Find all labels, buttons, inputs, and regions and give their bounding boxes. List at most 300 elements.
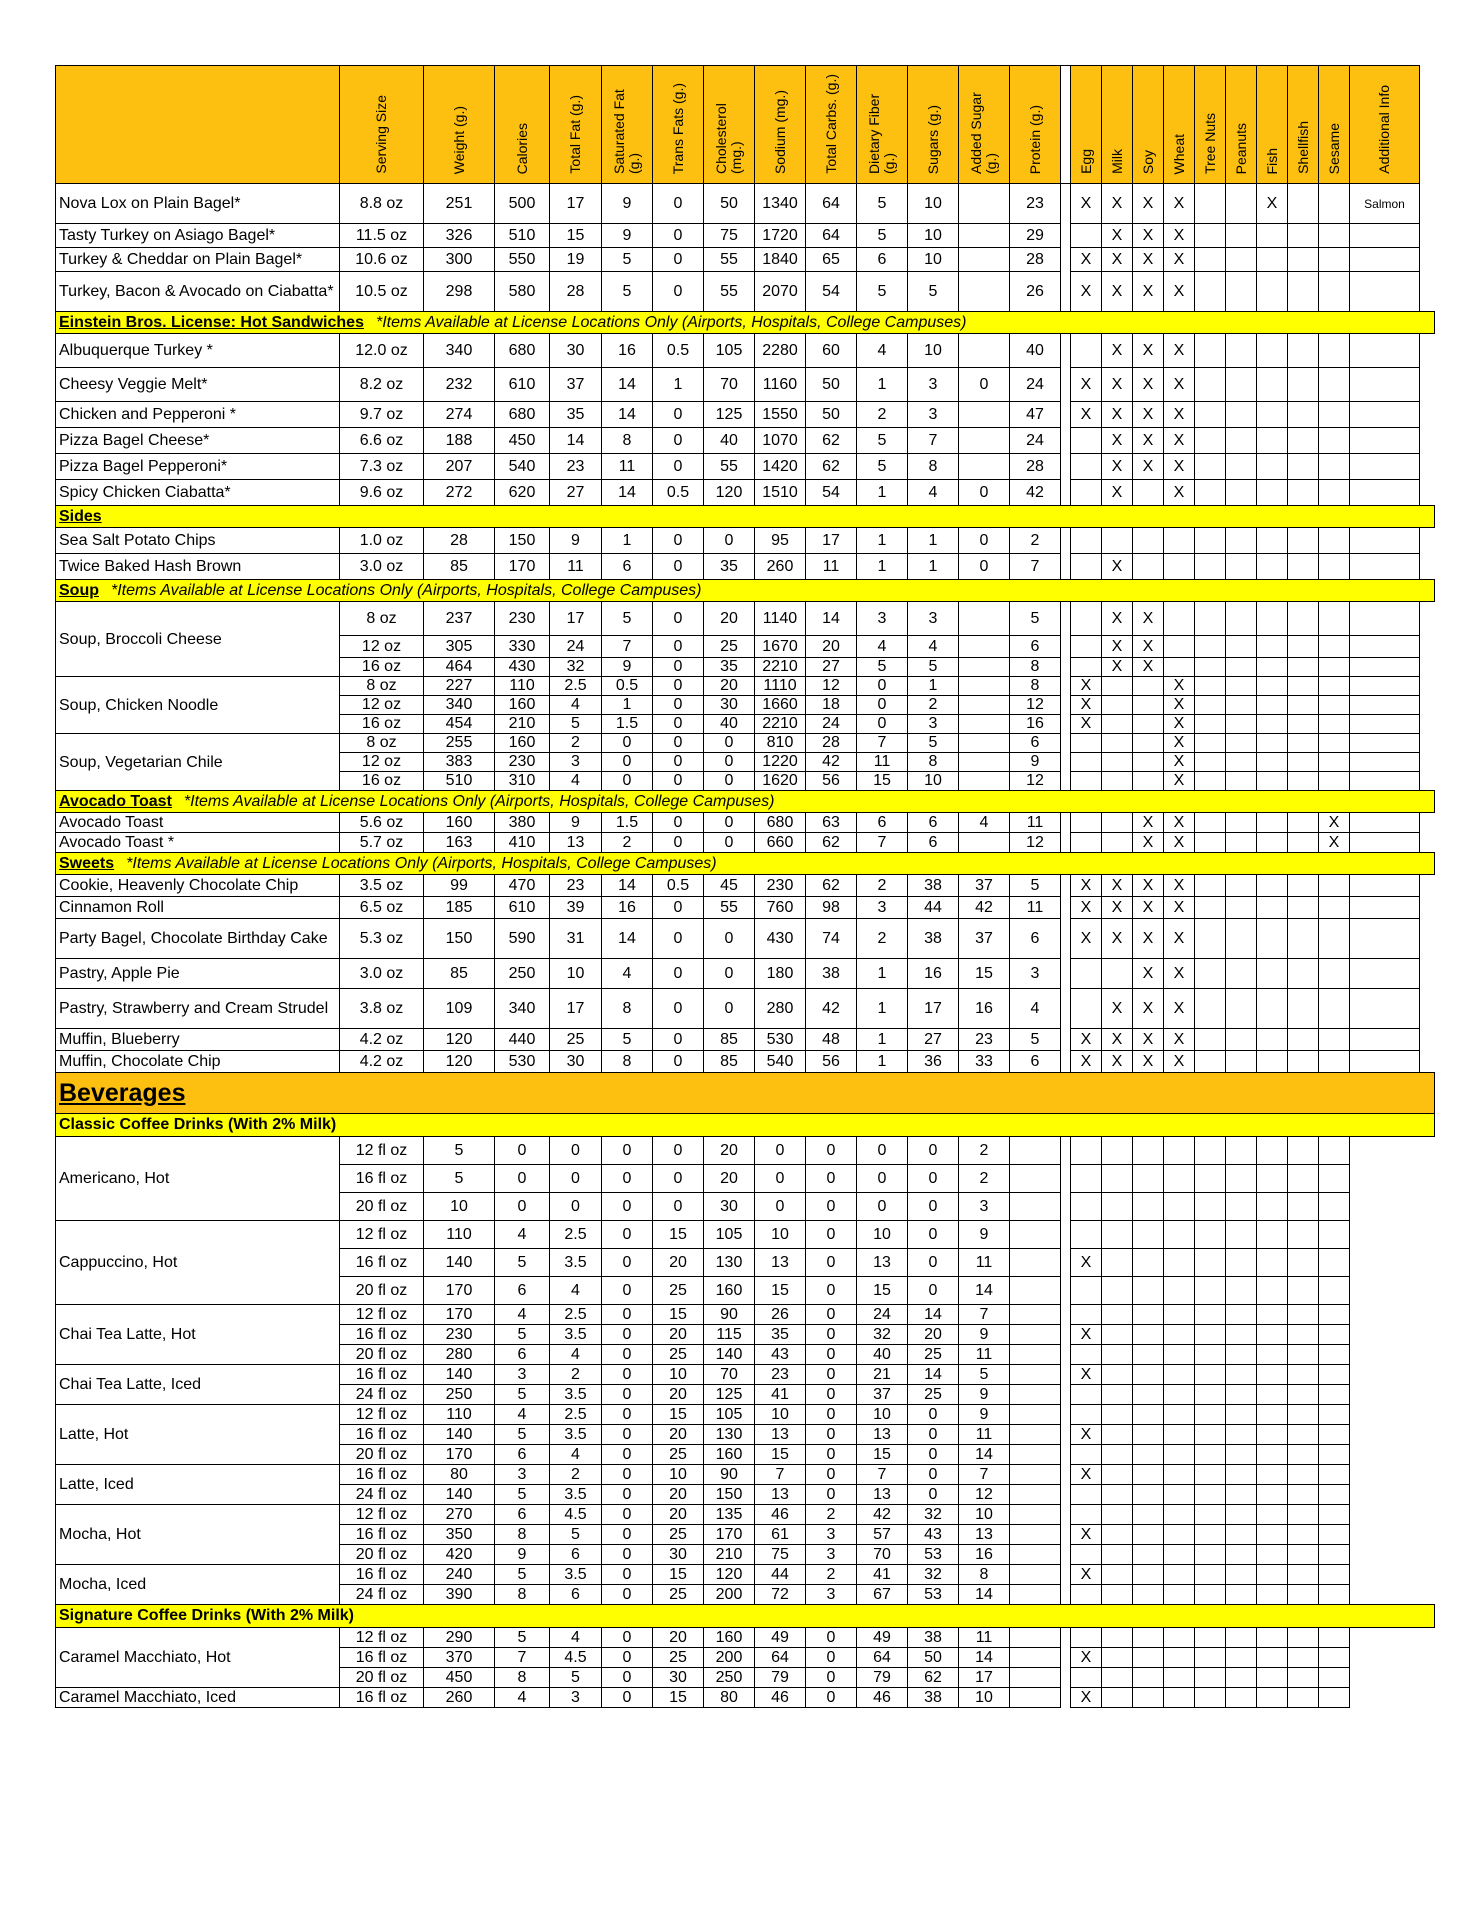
cell-peanuts: [1226, 658, 1257, 677]
cell-soy: [1133, 1485, 1164, 1505]
cell-added-sugar-g: 11: [959, 1628, 1010, 1648]
cell-serving-size: 12 oz: [340, 636, 424, 658]
cell-added-sugar-g: 14: [959, 1445, 1010, 1465]
table-row: [56, 1029, 1435, 1051]
cell-cholesterol-mg: 85: [704, 1029, 755, 1051]
section-title: Avocado Toast: [59, 793, 172, 810]
cell-tree-nuts: [1195, 833, 1226, 853]
cell-total-fat-g: 2.5: [550, 677, 602, 696]
section-header-row: [56, 506, 1435, 528]
cell-sesame: [1319, 1445, 1350, 1465]
column-header-trans-fats-g: [653, 66, 704, 184]
cell-total-carbs-g: 54: [806, 272, 857, 312]
cell-calories: 4: [495, 1405, 550, 1425]
separator-cell: [1061, 1628, 1071, 1648]
cell-saturated-fat-g: 0: [602, 1221, 653, 1249]
cell-egg: X: [1071, 1465, 1102, 1485]
cell-soy: [1133, 1465, 1164, 1485]
cell-soy: [1133, 715, 1164, 734]
cell-serving-size: 12 fl oz: [340, 1505, 424, 1525]
cell-sugars-g: 0: [908, 1137, 959, 1165]
cell-milk: X: [1102, 368, 1133, 402]
cell-cholesterol-mg: 0: [704, 753, 755, 772]
cell-soy: X: [1133, 1051, 1164, 1073]
cell-calories: 160: [495, 696, 550, 715]
cell-calories: 510: [495, 224, 550, 248]
cell-added-sugar-g: 14: [959, 1585, 1010, 1605]
cell-calories: 0: [495, 1165, 550, 1193]
cell-milk: [1102, 1193, 1133, 1221]
cell-sesame: [1319, 753, 1350, 772]
cell-sodium-mg: 1840: [755, 248, 806, 272]
table-row: [56, 833, 1435, 853]
section-note: *Items Available at License Locations Only (Airports, Hospitals, College Campuses): [111, 582, 702, 599]
cell-trans-fats-g: 1: [653, 368, 704, 402]
cell-tree-nuts: [1195, 1193, 1226, 1221]
cell-sugars-g: 62: [908, 1668, 959, 1688]
cell-tree-nuts: [1195, 919, 1226, 959]
cell-calories: 5: [495, 1628, 550, 1648]
cell-tree-nuts: [1195, 959, 1226, 989]
cell-protein-g: 24: [1010, 368, 1061, 402]
cell-total-fat-g: 25: [550, 1029, 602, 1051]
cell-sesame: [1319, 1051, 1350, 1073]
cell-additional-info: [1350, 528, 1420, 554]
cell-sodium-mg: 44: [755, 1565, 806, 1585]
cell-total-carbs-g: 17: [806, 528, 857, 554]
cell-sesame: [1319, 1585, 1350, 1605]
cell-milk: X: [1102, 272, 1133, 312]
separator-cell: [1061, 1325, 1071, 1345]
separator-cell: [1061, 272, 1071, 312]
cell-sesame: [1319, 1325, 1350, 1345]
cell-trans-fats-g: 0: [653, 919, 704, 959]
cell-calories: 550: [495, 248, 550, 272]
cell-protein-g: [1010, 1688, 1061, 1708]
cell-total-fat-g: 4: [550, 1345, 602, 1365]
cell-shellfish: [1288, 1365, 1319, 1385]
table-row: [56, 989, 1435, 1029]
cell-calories: 580: [495, 272, 550, 312]
cell-serving-size: 1.0 oz: [340, 528, 424, 554]
cell-total-carbs-g: 56: [806, 772, 857, 791]
cell-calories: 530: [495, 1051, 550, 1073]
cell-saturated-fat-g: 5: [602, 248, 653, 272]
cell-sesame: [1319, 248, 1350, 272]
cell-sugars-g: 32: [908, 1565, 959, 1585]
separator-cell: [1061, 224, 1071, 248]
cell-total-carbs-g: 65: [806, 248, 857, 272]
cell-trans-fats-g: 0: [653, 813, 704, 833]
cell-peanuts: [1226, 959, 1257, 989]
cell-calories: 540: [495, 454, 550, 480]
cell-fish: [1257, 1345, 1288, 1365]
cell-fish: [1257, 1405, 1288, 1425]
cell-sodium-mg: 10: [755, 1405, 806, 1425]
cell-sugars-g: 8: [908, 454, 959, 480]
cell-sugars-g: 6: [908, 813, 959, 833]
column-header-saturated-fat-g: [602, 66, 653, 184]
cell-serving-size: 10.6 oz: [340, 248, 424, 272]
cell-added-sugar-g: [959, 636, 1010, 658]
table-row: [56, 1137, 1435, 1165]
cell-saturated-fat-g: 0: [602, 1525, 653, 1545]
cell-soy: X: [1133, 989, 1164, 1029]
cell-dietary-fiber-g: 3: [857, 897, 908, 919]
cell-protein-g: 6: [1010, 919, 1061, 959]
cell-total-fat-g: 0: [550, 1165, 602, 1193]
cell-total-carbs-g: 0: [806, 1465, 857, 1485]
cell-total-carbs-g: 2: [806, 1505, 857, 1525]
cell-egg: X: [1071, 1051, 1102, 1073]
cell-trans-fats-g: 15: [653, 1305, 704, 1325]
cell-fish: [1257, 1585, 1288, 1605]
cell-dietary-fiber-g: 42: [857, 1505, 908, 1525]
cell-cholesterol-mg: 50: [704, 184, 755, 224]
cell-saturated-fat-g: 0: [602, 1305, 653, 1325]
cell-weight-g: 163: [424, 833, 495, 853]
cell-sesame: [1319, 1305, 1350, 1325]
cell-sodium-mg: 95: [755, 528, 806, 554]
cell-shellfish: [1288, 480, 1319, 506]
cell-wheat: [1164, 1305, 1195, 1325]
cell-soy: [1133, 1249, 1164, 1277]
cell-shellfish: [1288, 1165, 1319, 1193]
cell-serving-size: 16 oz: [340, 658, 424, 677]
cell-milk: X: [1102, 402, 1133, 428]
cell-sugars-g: 43: [908, 1525, 959, 1545]
cell-dietary-fiber-g: 13: [857, 1249, 908, 1277]
cell-trans-fats-g: 0: [653, 897, 704, 919]
cell-weight-g: 5: [424, 1165, 495, 1193]
cell-fish: [1257, 1249, 1288, 1277]
cell-added-sugar-g: 14: [959, 1648, 1010, 1668]
cell-cholesterol-mg: 35: [704, 554, 755, 580]
cell-dietary-fiber-g: 41: [857, 1565, 908, 1585]
table-row: [56, 1465, 1435, 1485]
cell-fish: [1257, 480, 1288, 506]
cell-weight-g: 370: [424, 1648, 495, 1668]
cell-dietary-fiber-g: 11: [857, 753, 908, 772]
cell-sesame: [1319, 1029, 1350, 1051]
cell-saturated-fat-g: 0: [602, 1485, 653, 1505]
column-header-label: Total Fat (g.): [567, 95, 583, 174]
cell-trans-fats-g: 25: [653, 1648, 704, 1668]
separator-cell: [1061, 1029, 1071, 1051]
item-name: Soup, Broccoli Cheese: [56, 602, 340, 677]
cell-tree-nuts: [1195, 696, 1226, 715]
cell-cholesterol-mg: 125: [704, 1385, 755, 1405]
cell-wheat: [1164, 1465, 1195, 1485]
separator-cell: [1061, 753, 1071, 772]
cell-peanuts: [1226, 833, 1257, 853]
cell-trans-fats-g: 20: [653, 1325, 704, 1345]
cell-serving-size: 3.0 oz: [340, 959, 424, 989]
cell-sugars-g: 4: [908, 480, 959, 506]
cell-fish: [1257, 1525, 1288, 1545]
cell-milk: [1102, 734, 1133, 753]
column-header-label: Peanuts: [1232, 122, 1249, 174]
table-row: [56, 1221, 1435, 1249]
cell-sugars-g: 10: [908, 224, 959, 248]
cell-milk: [1102, 1365, 1133, 1385]
cell-sesame: [1319, 897, 1350, 919]
item-name: Cappuccino, Hot: [56, 1221, 340, 1305]
cell-trans-fats-g: 25: [653, 1585, 704, 1605]
cell-sugars-g: 38: [908, 1628, 959, 1648]
cell-peanuts: [1226, 1485, 1257, 1505]
cell-serving-size: 20 fl oz: [340, 1277, 424, 1305]
cell-egg: [1071, 753, 1102, 772]
column-header-sodium-mg: [755, 66, 806, 184]
cell-fish: [1257, 696, 1288, 715]
separator-cell: [1061, 454, 1071, 480]
section-title: Sweets: [59, 855, 115, 872]
cell-tree-nuts: [1195, 1505, 1226, 1525]
cell-added-sugar-g: [959, 428, 1010, 454]
cell-protein-g: 3: [1010, 959, 1061, 989]
cell-added-sugar-g: 14: [959, 1277, 1010, 1305]
cell-peanuts: [1226, 677, 1257, 696]
cell-wheat: [1164, 1325, 1195, 1345]
cell-total-carbs-g: 0: [806, 1648, 857, 1668]
category-header-row: [56, 1073, 1435, 1114]
section-header-row: [56, 853, 1435, 875]
cell-shellfish: [1288, 1668, 1319, 1688]
separator-cell: [1061, 772, 1071, 791]
cell-total-fat-g: 28: [550, 272, 602, 312]
cell-cholesterol-mg: 105: [704, 334, 755, 368]
cell-sodium-mg: 1140: [755, 602, 806, 636]
cell-saturated-fat-g: 0: [602, 1137, 653, 1165]
cell-saturated-fat-g: 8: [602, 428, 653, 454]
cell-protein-g: [1010, 1385, 1061, 1405]
cell-protein-g: 9: [1010, 753, 1061, 772]
header-blank: [56, 66, 340, 184]
cell-peanuts: [1226, 1345, 1257, 1365]
cell-sesame: [1319, 402, 1350, 428]
cell-egg: [1071, 1405, 1102, 1425]
cell-weight-g: 260: [424, 1688, 495, 1708]
item-name: Latte, Hot: [56, 1405, 340, 1465]
cell-saturated-fat-g: 0: [602, 1193, 653, 1221]
cell-additional-info: [1350, 753, 1420, 772]
cell-protein-g: [1010, 1485, 1061, 1505]
cell-added-sugar-g: 0: [959, 528, 1010, 554]
cell-added-sugar-g: 2: [959, 1137, 1010, 1165]
column-header-label: Cholesterol (mg.): [713, 103, 744, 174]
cell-calories: 5: [495, 1385, 550, 1405]
cell-added-sugar-g: 16: [959, 989, 1010, 1029]
cell-shellfish: [1288, 1525, 1319, 1545]
cell-total-fat-g: 0: [550, 1137, 602, 1165]
cell-calories: 230: [495, 753, 550, 772]
cell-cholesterol-mg: 55: [704, 248, 755, 272]
cell-sugars-g: 27: [908, 1029, 959, 1051]
cell-saturated-fat-g: 0: [602, 1565, 653, 1585]
cell-calories: 680: [495, 334, 550, 368]
cell-sesame: [1319, 1165, 1350, 1193]
cell-saturated-fat-g: 0: [602, 1405, 653, 1425]
cell-calories: 620: [495, 480, 550, 506]
cell-cholesterol-mg: 115: [704, 1325, 755, 1345]
cell-soy: [1133, 1688, 1164, 1708]
cell-total-carbs-g: 0: [806, 1325, 857, 1345]
separator-cell: [1061, 480, 1071, 506]
column-header-added-sugar-g: [959, 66, 1010, 184]
cell-protein-g: 12: [1010, 772, 1061, 791]
cell-fish: [1257, 658, 1288, 677]
cell-saturated-fat-g: 5: [602, 1029, 653, 1051]
column-header-sesame: [1319, 66, 1350, 184]
cell-saturated-fat-g: 14: [602, 368, 653, 402]
cell-tree-nuts: [1195, 1029, 1226, 1051]
table-row: [56, 528, 1435, 554]
cell-calories: 590: [495, 919, 550, 959]
cell-cholesterol-mg: 210: [704, 1545, 755, 1565]
cell-weight-g: 280: [424, 1345, 495, 1365]
cell-shellfish: [1288, 1688, 1319, 1708]
cell-shellfish: [1288, 1385, 1319, 1405]
cell-weight-g: 150: [424, 919, 495, 959]
cell-sodium-mg: 0: [755, 1193, 806, 1221]
table-row: [56, 554, 1435, 580]
cell-weight-g: 298: [424, 272, 495, 312]
cell-weight-g: 170: [424, 1305, 495, 1325]
cell-shellfish: [1288, 1221, 1319, 1249]
cell-weight-g: 85: [424, 554, 495, 580]
cell-cholesterol-mg: 40: [704, 715, 755, 734]
cell-soy: [1133, 1585, 1164, 1605]
cell-peanuts: [1226, 1365, 1257, 1385]
cell-weight-g: 390: [424, 1585, 495, 1605]
cell-peanuts: [1226, 272, 1257, 312]
item-name: Pizza Bagel Cheese*: [56, 428, 340, 454]
cell-peanuts: [1226, 1585, 1257, 1605]
column-header-tree-nuts: [1195, 66, 1226, 184]
cell-sodium-mg: 49: [755, 1628, 806, 1648]
item-name: Mocha, Hot: [56, 1505, 340, 1565]
cell-soy: [1133, 1405, 1164, 1425]
cell-added-sugar-g: 11: [959, 1249, 1010, 1277]
cell-total-fat-g: 32: [550, 658, 602, 677]
cell-weight-g: 10: [424, 1193, 495, 1221]
cell-trans-fats-g: 20: [653, 1249, 704, 1277]
cell-tree-nuts: [1195, 248, 1226, 272]
cell-calories: 450: [495, 428, 550, 454]
cell-total-carbs-g: 2: [806, 1565, 857, 1585]
cell-calories: 440: [495, 1029, 550, 1051]
cell-sesame: [1319, 368, 1350, 402]
cell-egg: [1071, 602, 1102, 636]
cell-wheat: [1164, 1277, 1195, 1305]
cell-total-carbs-g: 12: [806, 677, 857, 696]
cell-serving-size: 16 fl oz: [340, 1325, 424, 1345]
cell-cholesterol-mg: 70: [704, 368, 755, 402]
cell-sodium-mg: 1160: [755, 368, 806, 402]
cell-soy: X: [1133, 919, 1164, 959]
cell-serving-size: 24 fl oz: [340, 1385, 424, 1405]
cell-wheat: [1164, 1445, 1195, 1465]
cell-milk: [1102, 1249, 1133, 1277]
cell-serving-size: 4.2 oz: [340, 1029, 424, 1051]
cell-fish: [1257, 1688, 1288, 1708]
cell-fish: [1257, 602, 1288, 636]
cell-tree-nuts: [1195, 1565, 1226, 1585]
cell-cholesterol-mg: 45: [704, 875, 755, 897]
table-row: [56, 1688, 1435, 1708]
cell-total-carbs-g: 0: [806, 1137, 857, 1165]
cell-weight-g: 274: [424, 402, 495, 428]
cell-soy: [1133, 772, 1164, 791]
cell-sodium-mg: 75: [755, 1545, 806, 1565]
cell-sugars-g: 5: [908, 734, 959, 753]
cell-trans-fats-g: 0: [653, 454, 704, 480]
cell-sugars-g: 0: [908, 1405, 959, 1425]
cell-additional-info: [1350, 715, 1420, 734]
cell-total-fat-g: 13: [550, 833, 602, 853]
cell-egg: [1071, 833, 1102, 853]
cell-peanuts: [1226, 636, 1257, 658]
cell-soy: X: [1133, 959, 1164, 989]
cell-saturated-fat-g: 0: [602, 1345, 653, 1365]
cell-fish: [1257, 833, 1288, 853]
cell-sodium-mg: 61: [755, 1525, 806, 1545]
cell-weight-g: 272: [424, 480, 495, 506]
cell-cholesterol-mg: 0: [704, 528, 755, 554]
cell-additional-info: [1350, 813, 1420, 833]
cell-soy: [1133, 1165, 1164, 1193]
cell-sodium-mg: 10: [755, 1221, 806, 1249]
cell-sesame: [1319, 1193, 1350, 1221]
cell-protein-g: [1010, 1545, 1061, 1565]
cell-saturated-fat-g: 0: [602, 1325, 653, 1345]
cell-wheat: [1164, 1628, 1195, 1648]
cell-sodium-mg: 0: [755, 1165, 806, 1193]
cell-sodium-mg: 1670: [755, 636, 806, 658]
cell-saturated-fat-g: 14: [602, 480, 653, 506]
cell-protein-g: [1010, 1277, 1061, 1305]
cell-cholesterol-mg: 55: [704, 454, 755, 480]
cell-milk: X: [1102, 1029, 1133, 1051]
cell-cholesterol-mg: 55: [704, 897, 755, 919]
cell-weight-g: 240: [424, 1565, 495, 1585]
cell-total-fat-g: 2: [550, 1365, 602, 1385]
cell-protein-g: [1010, 1668, 1061, 1688]
cell-total-carbs-g: 42: [806, 989, 857, 1029]
separator-cell: [1061, 368, 1071, 402]
cell-additional-info: [1350, 919, 1420, 959]
cell-added-sugar-g: 37: [959, 875, 1010, 897]
subcategory-title: Classic Coffee Drinks (With 2% Milk): [56, 1114, 1435, 1137]
cell-dietary-fiber-g: 1: [857, 959, 908, 989]
section-header: [56, 312, 1435, 334]
cell-shellfish: [1288, 528, 1319, 554]
cell-cholesterol-mg: 0: [704, 813, 755, 833]
column-header-protein-g: [1010, 66, 1061, 184]
cell-protein-g: 28: [1010, 454, 1061, 480]
cell-wheat: [1164, 1137, 1195, 1165]
separator-cell: [1061, 402, 1071, 428]
cell-peanuts: [1226, 1668, 1257, 1688]
cell-total-fat-g: 3.5: [550, 1249, 602, 1277]
cell-weight-g: 270: [424, 1505, 495, 1525]
cell-tree-nuts: [1195, 602, 1226, 636]
nutrition-table: [55, 65, 1435, 1708]
cell-trans-fats-g: 0: [653, 1029, 704, 1051]
cell-cholesterol-mg: 55: [704, 272, 755, 312]
cell-tree-nuts: [1195, 454, 1226, 480]
